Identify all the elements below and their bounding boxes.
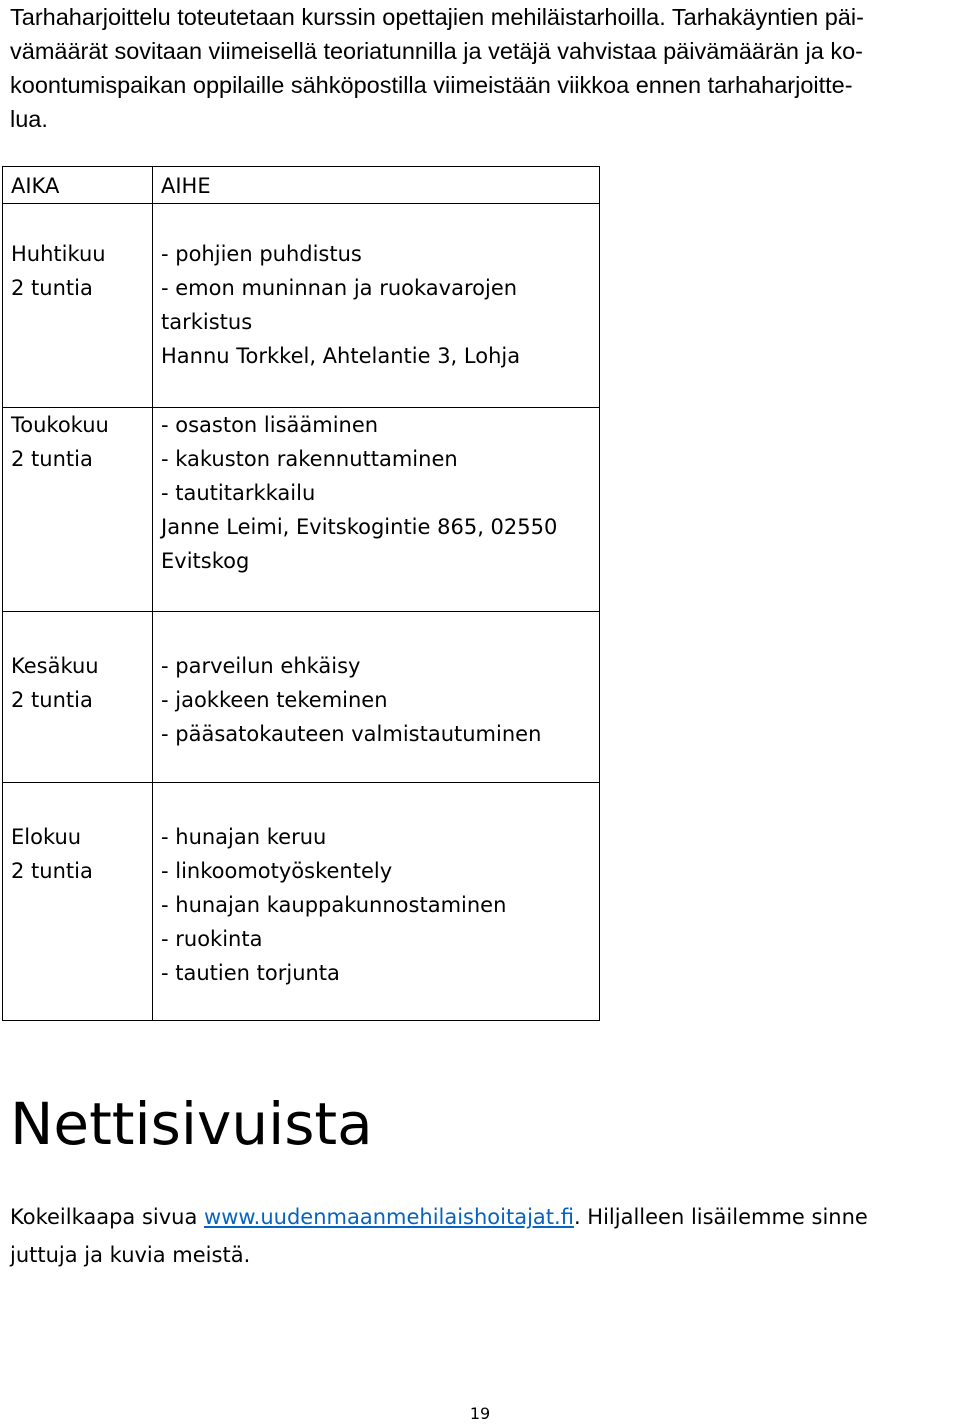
topic-line: - tautien torjunta	[161, 961, 340, 985]
time-cell	[3, 204, 153, 408]
topic-line: Hannu Torkkel, Ahtelantie 3, Lohja	[161, 344, 521, 368]
topic-cell	[153, 783, 600, 1021]
duration-label: 2 tuntia	[11, 276, 93, 300]
closing-text-before-link: Kokeilkaapa sivua	[10, 1205, 205, 1229]
duration-label: 2 tuntia	[11, 447, 93, 471]
table-row	[3, 612, 600, 783]
topic-line: - hunajan kauppakunnostaminen	[161, 893, 507, 917]
time-cell	[3, 408, 153, 612]
month-label: Toukokuu	[11, 413, 109, 437]
section-heading: Nettisivuista	[10, 1090, 373, 1158]
topic-line: - emon muninnan ja ruokavarojen	[161, 276, 518, 300]
topic-line: Janne Leimi, Evitskogintie 865, 02550	[161, 515, 558, 539]
topic-line: - linkoomotyöskentely	[161, 859, 393, 883]
duration-label: 2 tuntia	[11, 688, 93, 712]
duration-label: 2 tuntia	[11, 859, 93, 883]
topic-line: - tautitarkkailu	[161, 481, 316, 505]
intro-line: koontumispaikan oppilaille sähköpostilla viimeistään viikkoa ennen tarhaharjoitte-	[10, 72, 853, 98]
time-cell	[3, 612, 153, 783]
topic-cell	[153, 612, 600, 783]
topic-cell	[153, 408, 600, 612]
closing-paragraph	[10, 1198, 955, 1274]
topic-line: Evitskog	[161, 549, 250, 573]
closing-text-line2: juttuja ja kuvia meistä.	[10, 1243, 251, 1267]
topic-line: - ruokinta	[161, 927, 263, 951]
intro-line: lua.	[10, 106, 48, 132]
topic-line: tarkistus	[161, 310, 253, 334]
table-header-row	[3, 167, 600, 204]
header-aihe: AIHE	[153, 167, 600, 204]
topic-line: - jaokkeen tekeminen	[161, 688, 388, 712]
header-aika: AIKA	[3, 167, 153, 204]
table-row	[3, 783, 600, 1021]
intro-paragraph	[10, 0, 955, 136]
time-cell	[3, 783, 153, 1021]
month-label: Kesäkuu	[11, 654, 99, 678]
month-label: Huhtikuu	[11, 242, 106, 266]
topic-line: - kakuston rakennuttaminen	[161, 447, 458, 471]
month-label: Elokuu	[11, 825, 82, 849]
website-link[interactable]: www.uudenmaanmehilaishoitajat.fi	[204, 1205, 574, 1229]
schedule-table	[2, 166, 600, 1021]
table-row	[3, 204, 600, 408]
intro-line: vämäärät sovitaan viimeisellä teoriatunnilla ja vetäjä vahvistaa päivämäärän ja ko-	[10, 38, 863, 64]
topic-line: - pohjien puhdistus	[161, 242, 362, 266]
closing-text-after-link: . Hiljalleen lisäilemme sinne	[573, 1205, 868, 1229]
intro-line: Tarhaharjoittelu toteutetaan kurssin opettajien mehiläistarhoilla. Tarhakäyntien päi-	[10, 4, 864, 30]
topic-cell	[153, 204, 600, 408]
topic-line: - hunajan keruu	[161, 825, 327, 849]
topic-line: - pääsatokauteen valmistautuminen	[161, 722, 542, 746]
topic-line: - parveilun ehkäisy	[161, 654, 361, 678]
table-row	[3, 408, 600, 612]
page-number: 19	[469, 1404, 491, 1423]
topic-line: - osaston lisääminen	[161, 413, 379, 437]
